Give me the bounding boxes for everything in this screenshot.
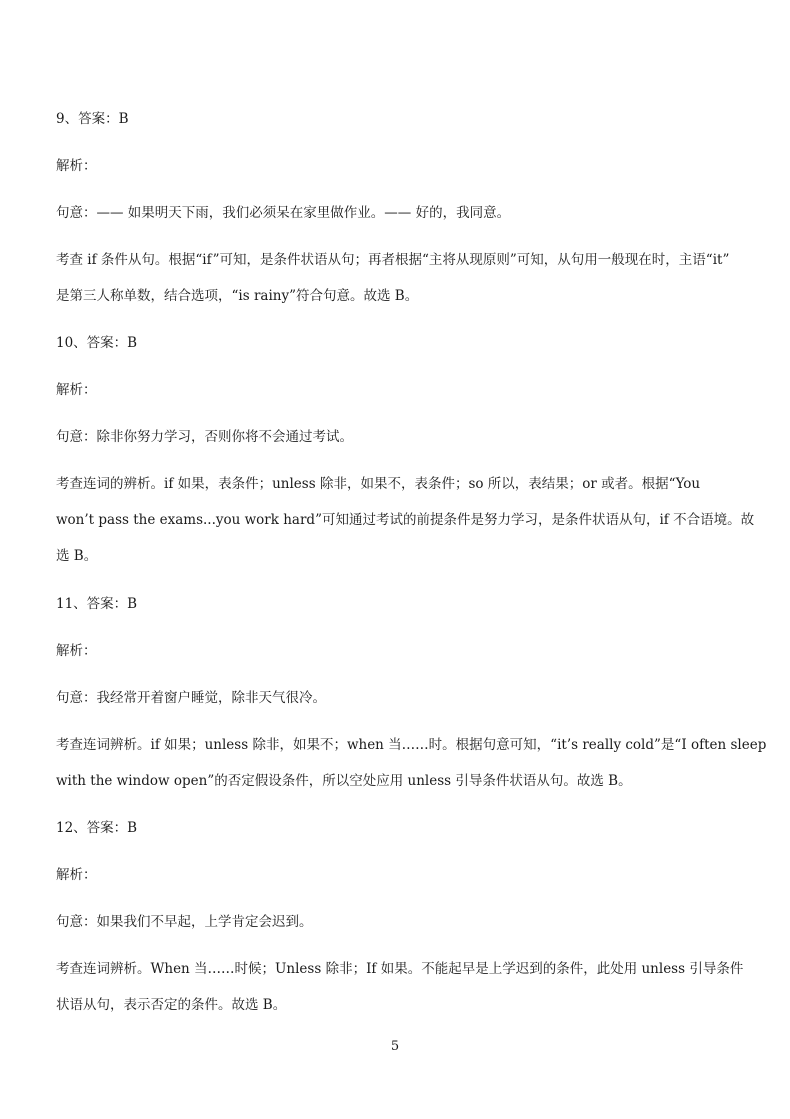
q12-answer: 12、答案：B [56,820,138,836]
q9-explanation-line-1: 考查 if 条件从句。根据“if”可知，是条件状语从句；再者根据“主将从现原则”可知，从句用一般现在时，主语“it” [56,252,730,268]
q10-explanation-line-2: won’t pass the exams...you work hard”可知通过考试的前提条件是努力学习，是条件状语从句，if 不合语境。故 [56,512,755,528]
q9-analysis-label: 解析： [56,158,97,174]
q11-answer: 11、答案：B [56,596,138,612]
q10-explanation-line-1: 考查连词的辨析。if 如果，表条件；unless 除非，如果不，表条件；so 所以，表结果；or 或者。根据“You [56,476,701,492]
q9-answer: 9、答案：B [56,111,129,127]
q10-answer: 10、答案：B [56,335,138,351]
q10-meaning: 句意：除非你努力学习，否则你将不会通过考试。 [56,429,353,445]
page-number: 5 [390,1039,400,1054]
q11-meaning: 句意：我经常开着窗户睡觉，除非天气很冷。 [56,690,326,706]
q12-meaning: 句意：如果我们不早起，上学肯定会迟到。 [56,914,313,930]
q11-explanation-line-1: 考查连词辨析。if 如果；unless 除非，如果不；when 当……时。根据句意可知，“it’s really cold”是“I often sleep [56,737,767,753]
q11-explanation-line-2: with the window open”的否定假设条件，所以空处应用 unless 引导条件状语从句。故选 B。 [56,773,632,789]
q9-meaning: 句意：—— 如果明天下雨，我们必须呆在家里做作业。—— 好的，我同意。 [56,205,511,221]
q11-analysis-label: 解析： [56,643,97,659]
q9-explanation-line-2: 是第三人称单数，结合选项，“is rainy”符合句意。故选 B。 [56,288,419,304]
q12-analysis-label: 解析： [56,867,97,883]
q12-explanation-line-1: 考查连词辨析。When 当……时候；Unless 除非；If 如果。不能起早是上学迟到的条件，此处用 unless 引导条件 [56,961,744,977]
q10-explanation-line-3: 选 B。 [56,548,98,564]
q10-analysis-label: 解析： [56,382,97,398]
q12-explanation-line-2: 状语从句，表示否定的条件。故选 B。 [56,997,287,1013]
